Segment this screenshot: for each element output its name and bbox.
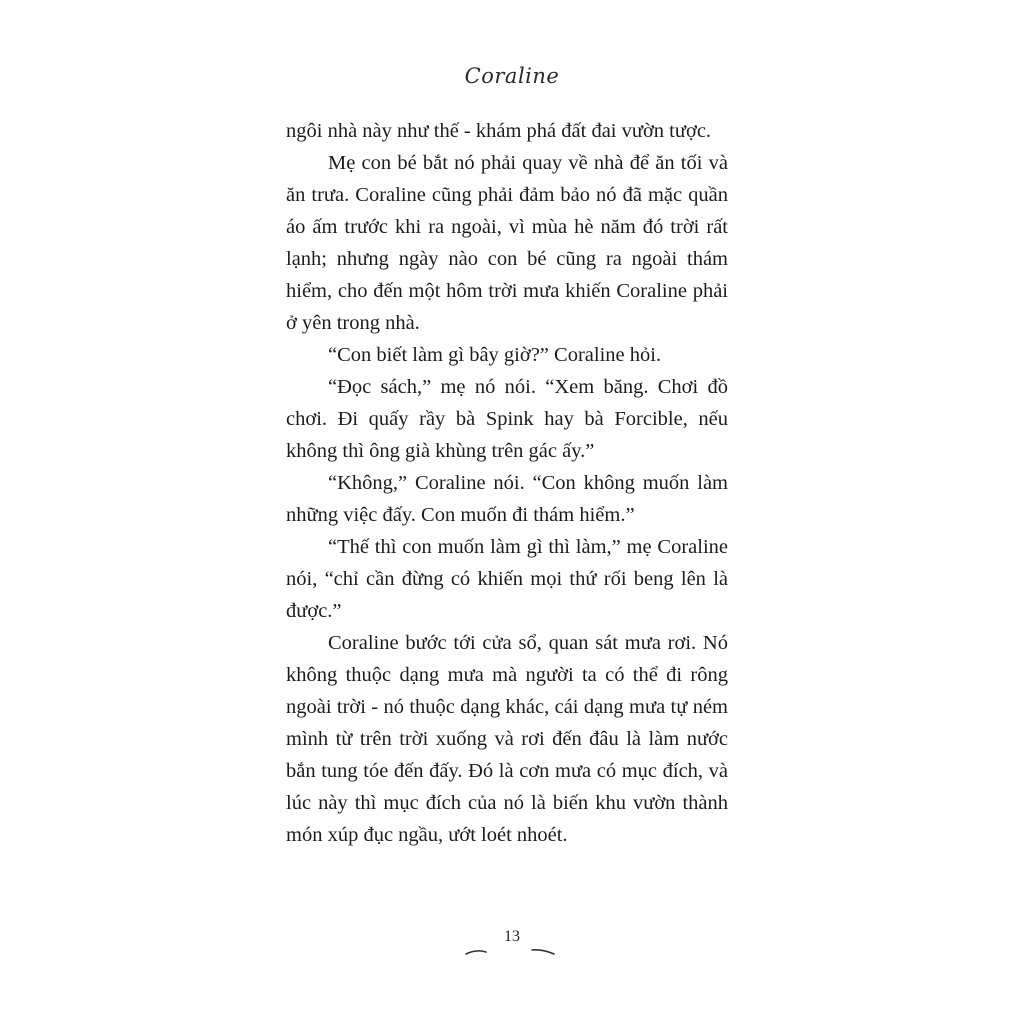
paragraph: “Đọc sách,” mẹ nó nói. “Xem băng. Chơi đồ chơi. Đi quấy rầy bà Spink hay bà Forcible, nếu không thì ông già khùng trên gác ấy.”: [286, 376, 728, 462]
paragraph: Coraline bước tới cửa sổ, quan sát mưa rơi. Nó không thuộc dạng mưa mà người ta có thể đi rông ngoài trời - nó thuộc dạng khác, cái dạng mưa tự ném mình từ trên trời xuống và rơi đến đâu là làm nước bắn tung tóe đến đấy. Đó là cơn mưa có mục đích, và lúc này thì mục đích của nó là biến khu vườn thành món xúp đục ngầu, ướt loét nhoét.: [286, 632, 728, 846]
running-head: Coraline: [464, 64, 560, 88]
paragraph: “Thế thì con muốn làm gì thì làm,” mẹ Coraline nói, “chỉ cần đừng có khiến mọi thứ rối beng lên là được.”: [286, 536, 728, 622]
paragraph: “Không,” Coraline nói. “Con không muốn làm những việc đấy. Con muốn đi thám hiểm.”: [286, 472, 728, 526]
paragraph: Mẹ con bé bắt nó phải quay về nhà để ăn tối và ăn trưa. Coraline cũng phải đảm bảo nó đã mặc quần áo ấm trước khi ra ngoài, vì mùa hè năm đó trời rất lạnh; nhưng ngày nào con bé cũng ra ngoài thám hiểm, cho đến một hôm trời mưa khiến Coraline phải ở yên trong nhà.: [286, 152, 728, 334]
body-text: [286, 115, 728, 851]
folio-ornament-icon: [462, 946, 562, 958]
page-number: 13: [504, 928, 520, 945]
paragraph-continuation: ngôi nhà này như thế - khám phá đất đai vườn tược.: [286, 120, 712, 142]
paragraph: “Con biết làm gì bây giờ?” Coraline hỏi.: [328, 344, 662, 366]
